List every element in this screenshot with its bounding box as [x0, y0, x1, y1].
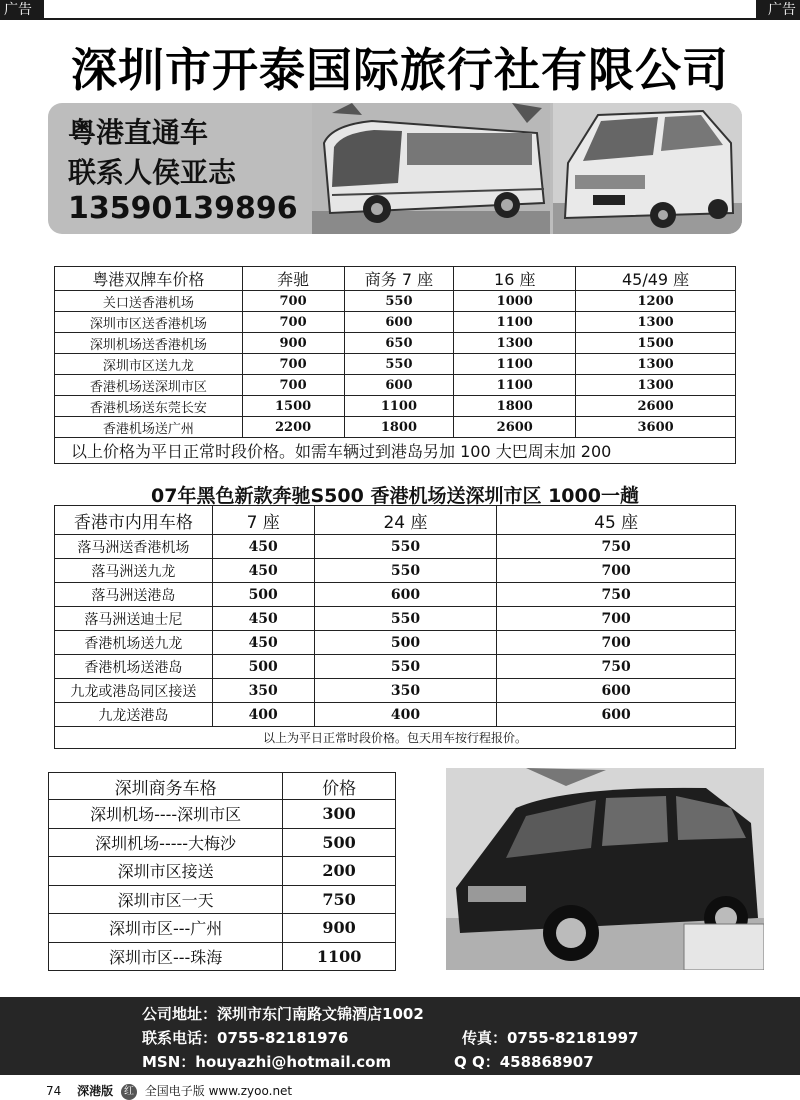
header-24-seat: 24 座 — [314, 506, 497, 535]
banner-contact: 联系人侯亚志 — [68, 156, 237, 189]
route-cell: 九龙或港岛同区接送 — [55, 679, 213, 703]
route-cell: 香港机场送港岛 — [55, 655, 213, 679]
header-7-seat: 7 座 — [212, 506, 314, 535]
route-cell: 落马洲送九龙 — [55, 559, 213, 583]
footer-msn: MSN：houyazhi@hotmail.com — [142, 1053, 392, 1071]
contact-footer — [0, 997, 800, 1075]
footer-qq: Q Q：458868907 — [454, 1053, 594, 1071]
route-cell: 深圳市区一天 — [49, 885, 283, 914]
table-row — [55, 631, 736, 655]
price-cell: 1300 — [576, 375, 736, 396]
price-cell: 750 — [283, 885, 396, 914]
footer-phone: 联系电话：0755-82181976 — [142, 1029, 349, 1047]
price-cell: 1800 — [344, 417, 454, 438]
header-45-seat: 45/49 座 — [576, 267, 736, 291]
table-row — [55, 583, 736, 607]
header-route: 粤港双牌车价格 — [55, 267, 243, 291]
price-cell: 450 — [212, 559, 314, 583]
price-cell: 550 — [344, 354, 454, 375]
price-cell: 700 — [497, 607, 736, 631]
table-row — [49, 800, 396, 829]
table-row — [55, 703, 736, 727]
contact-banner — [48, 103, 742, 234]
table-row — [55, 354, 736, 375]
page-number: 74 — [46, 1084, 62, 1098]
route-cell: 深圳机场送香港机场 — [55, 333, 243, 354]
header-benz: 奔驰 — [242, 267, 344, 291]
price-cell: 1000 — [454, 291, 576, 312]
price-cell: 350 — [314, 679, 497, 703]
table-note-row — [55, 727, 736, 749]
price-cell: 600 — [344, 312, 454, 333]
table-row — [55, 375, 736, 396]
banner-phone: 13590139896 — [68, 191, 298, 226]
edition-badge-icon: 红 — [121, 1084, 137, 1100]
top-rule — [44, 18, 756, 20]
price-cell: 2600 — [454, 417, 576, 438]
price-cell: 600 — [344, 375, 454, 396]
route-cell: 深圳市区送香港机场 — [55, 312, 243, 333]
price-cell: 1100 — [454, 354, 576, 375]
route-cell: 关口送香港机场 — [55, 291, 243, 312]
price-cell: 750 — [497, 583, 736, 607]
price-cell: 450 — [212, 631, 314, 655]
price-cell: 700 — [242, 375, 344, 396]
route-cell: 深圳机场-----大梅沙 — [49, 828, 283, 857]
table-row — [55, 559, 736, 583]
table-row — [55, 396, 736, 417]
table-row — [55, 417, 736, 438]
table-row — [49, 857, 396, 886]
page-info — [46, 1082, 292, 1100]
table-row — [55, 535, 736, 559]
price-cell: 3600 — [576, 417, 736, 438]
bus-photo — [312, 103, 550, 234]
table-row — [55, 312, 736, 333]
route-cell: 深圳市区---广州 — [49, 914, 283, 943]
hk-local-price-table — [54, 505, 736, 749]
table-row — [55, 333, 736, 354]
header-route: 深圳商务车格 — [49, 773, 283, 800]
table-row — [49, 885, 396, 914]
price-cell: 500 — [212, 583, 314, 607]
price-cell: 900 — [283, 914, 396, 943]
price-cell: 700 — [242, 312, 344, 333]
price-cell: 500 — [212, 655, 314, 679]
route-cell: 深圳机场----深圳市区 — [49, 800, 283, 829]
price-cell: 700 — [497, 631, 736, 655]
price-cell: 650 — [344, 333, 454, 354]
price-note: 以上为平日正常时段价格。包天用车按行程报价。 — [55, 727, 736, 749]
promo-line: 07年黑色新款奔驰S500 香港机场送深圳市区 1000一趟 — [151, 485, 639, 507]
price-cell: 500 — [314, 631, 497, 655]
table-row — [49, 942, 396, 971]
price-cell: 400 — [314, 703, 497, 727]
price-cell: 1100 — [283, 942, 396, 971]
route-cell: 落马洲送香港机场 — [55, 535, 213, 559]
banner-service: 粤港直通车 — [68, 116, 209, 149]
route-cell: 香港机场送深圳市区 — [55, 375, 243, 396]
site-link[interactable]: 全国电子版 www.zyoo.net — [144, 1084, 293, 1098]
price-cell: 500 — [283, 828, 396, 857]
table-note-row — [55, 438, 736, 464]
price-cell: 450 — [212, 535, 314, 559]
company-name: 深圳市开泰国际旅行社有限公司 — [71, 43, 729, 97]
price-cell: 550 — [314, 607, 497, 631]
route-cell: 深圳市区---珠海 — [49, 942, 283, 971]
mpv-illustration — [446, 768, 764, 970]
price-cell: 600 — [497, 703, 736, 727]
van-photo — [553, 103, 742, 234]
price-cell: 700 — [242, 354, 344, 375]
price-cell: 1500 — [242, 396, 344, 417]
route-cell: 落马洲送港岛 — [55, 583, 213, 607]
price-cell: 550 — [314, 559, 497, 583]
price-cell: 400 — [212, 703, 314, 727]
ad-label-right: 广告 — [756, 0, 800, 20]
header-price: 价格 — [283, 773, 396, 800]
price-cell: 700 — [497, 559, 736, 583]
price-cell: 900 — [242, 333, 344, 354]
van-illustration — [553, 103, 742, 234]
bus-illustration — [312, 103, 550, 234]
header-45-seat: 45 座 — [497, 506, 736, 535]
table-row — [55, 655, 736, 679]
footer-address: 公司地址：深圳市东门南路文锦酒店1002 — [142, 1005, 424, 1023]
side-fine-print — [784, 1000, 798, 1090]
price-cell: 1500 — [576, 333, 736, 354]
table-row — [55, 679, 736, 703]
route-cell: 香港机场送九龙 — [55, 631, 213, 655]
price-cell: 1800 — [454, 396, 576, 417]
route-cell: 香港机场送东莞长安 — [55, 396, 243, 417]
price-cell: 1300 — [576, 312, 736, 333]
table-header-row — [49, 773, 396, 800]
price-cell: 1300 — [576, 354, 736, 375]
table-row — [49, 828, 396, 857]
price-cell: 600 — [314, 583, 497, 607]
cross-border-price-table — [54, 266, 736, 464]
route-cell: 深圳市区接送 — [49, 857, 283, 886]
price-cell: 700 — [242, 291, 344, 312]
price-cell: 550 — [314, 535, 497, 559]
route-cell: 香港机场送广州 — [55, 417, 243, 438]
price-cell: 2200 — [242, 417, 344, 438]
price-cell: 1100 — [454, 312, 576, 333]
price-cell: 550 — [314, 655, 497, 679]
route-cell: 九龙送港岛 — [55, 703, 213, 727]
price-cell: 1100 — [344, 396, 454, 417]
price-cell: 1300 — [454, 333, 576, 354]
table-row — [55, 607, 736, 631]
table-row — [55, 291, 736, 312]
header-16-seat: 16 座 — [454, 267, 576, 291]
table-header-row — [55, 506, 736, 535]
header-7-seat: 商务 7 座 — [344, 267, 454, 291]
price-cell: 450 — [212, 607, 314, 631]
table-header-row — [55, 267, 736, 291]
header-route: 香港市内用车格 — [55, 506, 213, 535]
route-cell: 深圳市区送九龙 — [55, 354, 243, 375]
price-cell: 350 — [212, 679, 314, 703]
price-cell: 300 — [283, 800, 396, 829]
shenzhen-business-price-table — [48, 772, 396, 971]
mpv-photo — [446, 768, 764, 970]
price-cell: 750 — [497, 655, 736, 679]
edition-label: 深港版 — [77, 1084, 114, 1098]
price-cell: 1100 — [454, 375, 576, 396]
ad-label-left: 广告 — [0, 0, 44, 20]
price-cell: 750 — [497, 535, 736, 559]
footer-fax: 传真：0755-82181997 — [462, 1029, 639, 1047]
table-row — [49, 914, 396, 943]
price-cell: 1200 — [576, 291, 736, 312]
price-note: 以上价格为平日正常时段价格。如需车辆过到港岛另加 100 大巴周末加 200 — [55, 438, 736, 464]
price-cell: 200 — [283, 857, 396, 886]
price-cell: 600 — [497, 679, 736, 703]
price-cell: 550 — [344, 291, 454, 312]
route-cell: 落马洲送迪士尼 — [55, 607, 213, 631]
price-cell: 2600 — [576, 396, 736, 417]
